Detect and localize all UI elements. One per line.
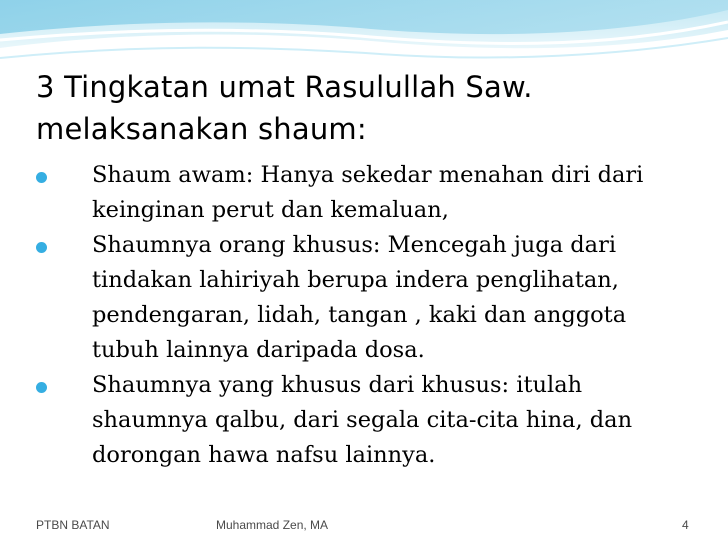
bullet-text-line: tubuh lainnya daripada dosa. bbox=[92, 337, 425, 363]
bullet-item bbox=[36, 158, 696, 228]
bullet-text-line: dorongan hawa nafsu lainnya. bbox=[92, 442, 436, 468]
slide-title-line: melaksanakan shaum: bbox=[36, 112, 367, 146]
footer-page-number: 4 bbox=[682, 518, 689, 532]
bullet-list bbox=[36, 158, 696, 473]
bullet-text-line: keinginan perut dan kemaluan, bbox=[92, 197, 449, 223]
bullet-dot-icon bbox=[36, 242, 47, 253]
bullet-dot-icon bbox=[36, 382, 47, 393]
bullet-text-line: shaumnya qalbu, dari segala cita-cita hina, dan bbox=[92, 407, 633, 433]
footer-organization: PTBN BATAN bbox=[36, 518, 110, 532]
bullet-item bbox=[36, 228, 696, 368]
footer-author: Muhammad Zen, MA bbox=[216, 518, 329, 532]
bullet-text-line: pendengaran, lidah, tangan , kaki dan anggota bbox=[92, 302, 627, 328]
bullet-text-line: Shaum awam: Hanya sekedar menahan diri dari bbox=[92, 162, 644, 188]
bullet-item bbox=[36, 368, 696, 473]
bullet-dot-icon bbox=[36, 172, 47, 183]
bullet-text-line: tindakan lahiriyah berupa indera penglihatan, bbox=[92, 267, 619, 293]
slide-title-line: 3 Tingkatan umat Rasulullah Saw. bbox=[36, 70, 533, 104]
bullet-text-line: Shaumnya yang khusus dari khusus: itulah bbox=[92, 372, 583, 398]
slide-title bbox=[36, 66, 696, 150]
bullet-text-line: Shaumnya orang khusus: Mencegah juga dari bbox=[92, 232, 617, 258]
